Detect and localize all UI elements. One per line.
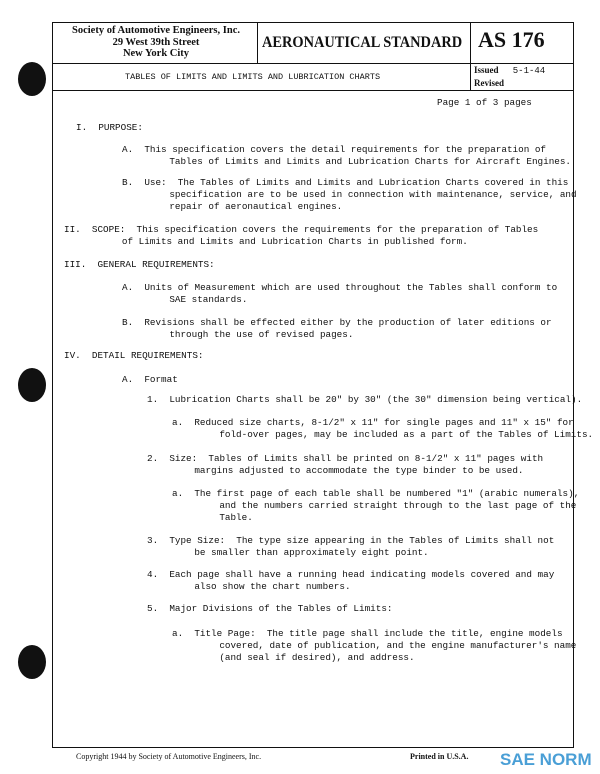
publisher-block: [58, 25, 254, 60]
document-subject: TABLES OF LIMITS AND LIMITS AND LUBRICATION CHARTS: [125, 72, 381, 82]
body-line: A. Units of Measurement which are used throughout the Tables shall conform to: [122, 282, 558, 293]
body-line: (and seal if desired), and address.: [197, 652, 415, 663]
body-line: A. This specification covers the detail requirements for the preparation of: [122, 144, 547, 155]
body-line: 3. Type Size: The type size appearing in the Tables of Limits shall not: [147, 535, 555, 546]
section-heading: I. PURPOSE:: [76, 122, 143, 133]
body-line: B. Revisions shall be effected either by the production of later editions or: [122, 317, 552, 328]
issued-date: 5-1-44: [512, 66, 546, 76]
copyright: Copyright 1944 by Society of Automotive Engineers, Inc.: [76, 752, 262, 761]
body-line: of Limits and Limits and Lubrication Charts in published form.: [94, 236, 468, 247]
section-heading: II. SCOPE: This specification covers the requirements for the preparation of Tables: [64, 224, 539, 235]
divider: [257, 22, 258, 63]
document-type: AERONAUTICAL STANDARD: [262, 34, 463, 51]
body-line: a. Title Page: The title page shall include the title, engine models: [172, 628, 563, 639]
body-line: margins adjusted to accommodate the type binder to be used.: [172, 465, 524, 476]
body-line: 4. Each page shall have a running head indicating models covered and may: [147, 569, 555, 580]
body-line: Table.: [197, 512, 253, 523]
section-heading: A. Format: [122, 374, 178, 385]
standard-number: AS 176: [478, 27, 545, 52]
org-city: New York City: [122, 48, 190, 59]
body-line: 2. Size: Tables of Limits shall be printed on 8-1/2" x 11" pages with: [147, 453, 544, 464]
body-line: and the numbers carried straight through to the last page of the: [197, 500, 577, 511]
issue-block: [474, 64, 545, 89]
body-line: covered, date of publication, and the engine manufacturer's name: [197, 640, 577, 651]
body-line: specification are to be used in connection with maintenance, service, and: [147, 189, 577, 200]
divider: [52, 90, 574, 91]
body-line: 5. Major Divisions of the Tables of Limits:: [147, 603, 393, 614]
body-line: be smaller than approximately eight point.: [172, 547, 429, 558]
printed-note: Printed in U.S.A.: [410, 752, 469, 761]
body-line: also show the chart numbers.: [172, 581, 351, 592]
section-heading: III. GENERAL REQUIREMENTS:: [64, 259, 215, 270]
divider: [470, 22, 471, 90]
org-address: 29 West 39th Street: [112, 36, 200, 48]
body-line: SAE standards.: [147, 294, 248, 305]
body-line: Tables of Limits and Limits and Lubrication Charts for Aircraft Engines.: [147, 156, 572, 167]
watermark-logo: SAE NORM: [500, 750, 592, 769]
body-line: a. Reduced size charts, 8-1/2" x 11" for single pages and 11" x 15" for: [172, 417, 574, 428]
issued-label: Issued: [474, 65, 499, 75]
page-number: Page 1 of 3 pages: [437, 97, 532, 108]
punch-hole: [18, 645, 46, 679]
body-line: a. The first page of each table shall be numbered "1" (arabic numerals),: [172, 488, 580, 499]
body-line: repair of aeronautical engines.: [147, 201, 343, 212]
punch-hole: [18, 368, 46, 402]
org-name: Society of Automotive Engineers, Inc.: [72, 25, 240, 36]
body-line: 1. Lubrication Charts shall be 20" by 30" (the 30" dimension being vertical).: [147, 394, 583, 405]
section-heading: IV. DETAIL REQUIREMENTS:: [64, 350, 204, 361]
body-line: B. Use: The Tables of Limits and Limits and Lubrication Charts covered in this: [122, 177, 569, 188]
punch-hole: [18, 62, 46, 96]
body-line: through the use of revised pages.: [147, 329, 354, 340]
body-line: fold-over pages, may be included as a part of the Tables of Limits.: [197, 429, 594, 440]
revised-label: Revised: [474, 78, 504, 88]
